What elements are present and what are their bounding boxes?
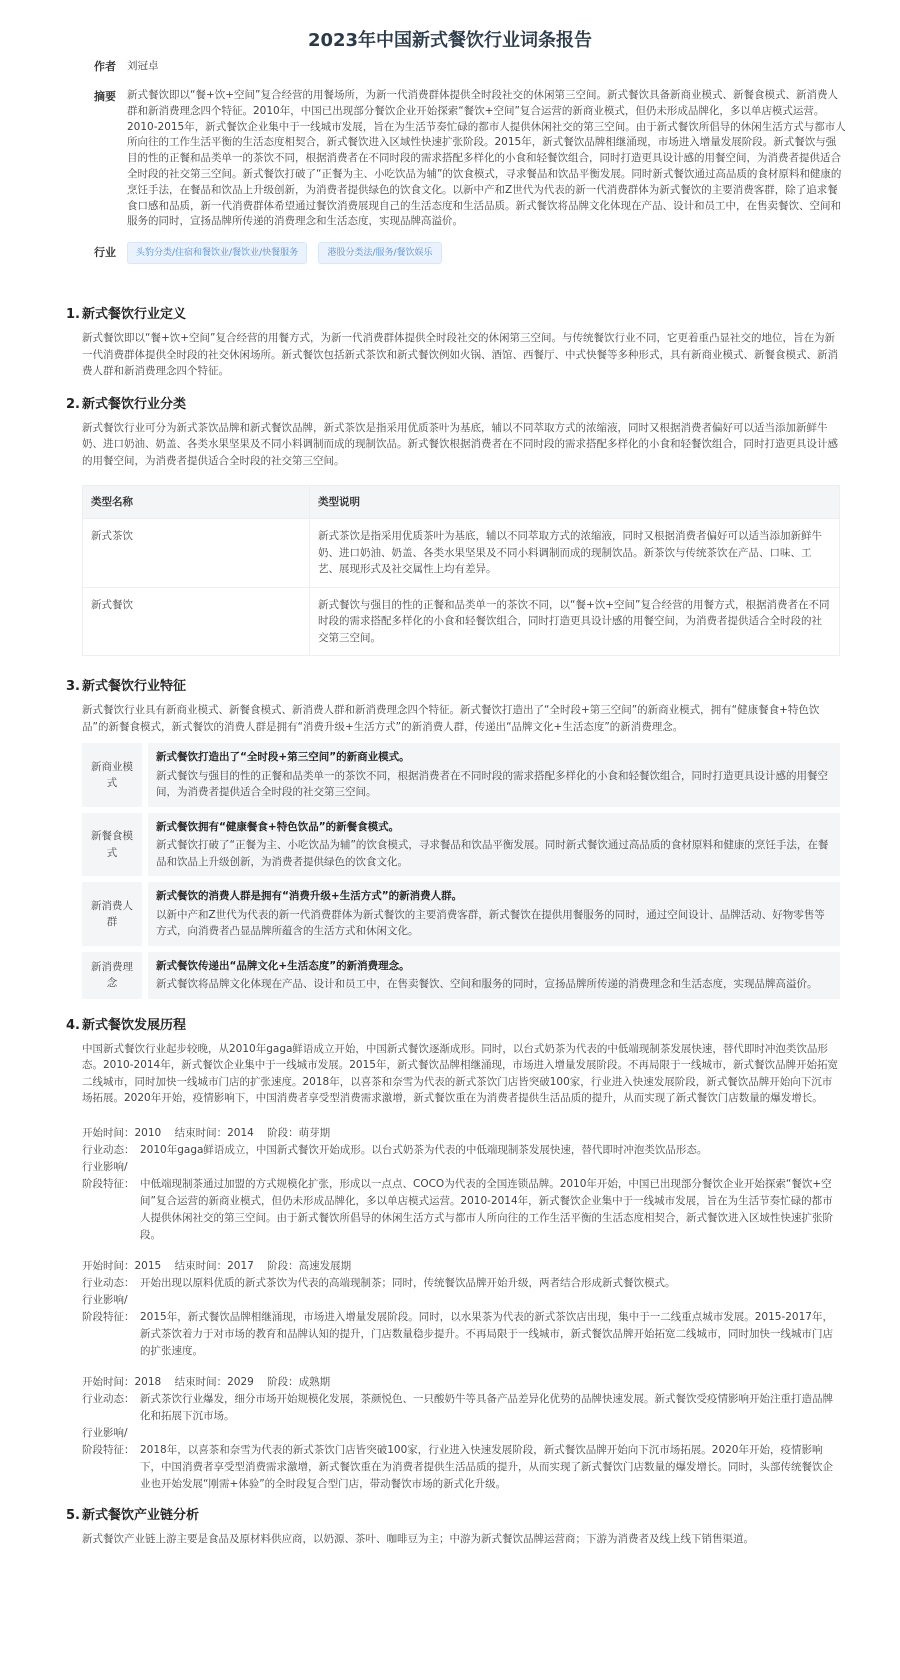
section-features: [66, 676, 840, 999]
section-body: [82, 420, 840, 657]
dynamic-text: 2010年gaga鲜语成立，中国新式餐饮开始成形。以台式奶茶为代表的中低端现制茶发展快速，替代即时冲泡类饮品形态。: [140, 1143, 708, 1156]
end-year: 2029: [227, 1375, 254, 1388]
section-number: 1.: [66, 307, 80, 323]
feature-description: [148, 952, 840, 999]
section-heading: [66, 1505, 840, 1526]
stage-impact-row: [82, 1309, 840, 1360]
table-cell: 新式茶饮: [83, 519, 310, 588]
industry-row: [94, 242, 846, 264]
section-text: 中国新式餐饮行业起步较晚，从2010年gaga鲜语成立开始，中国新式餐饮逐渐成形。同时，以台式奶茶为代表的中低端现制茶发展快速，替代即时冲泡类饮品形态。2010-2014年，新式餐饮企业集中于一线城市发展。2015年，新式餐饮品牌相继涌现，市场进入增量发展阶段。不再局限于一线城市，新式餐饮品牌开始拓宽二线城市，同时加快一线城市门店的扩张速度。2018年，以喜茶和奈雪为代表的新式茶饮门店皆突破100家，行业进入快速发展阶段，新式餐饮品牌开始向下沉市场拓展。2020年开始，疫情影响下，中国消费者享受型消费需求激增，新式餐饮重在为消费者提供生活品质的提升，从而实现了新式餐饮门店数量的爆发增长。: [82, 1042, 838, 1105]
section-title: 新式餐饮行业分类: [82, 396, 187, 412]
stage-dynamic-row: [82, 1142, 840, 1159]
end-label: 结束时间：: [174, 1375, 228, 1388]
phase-name: 成熟期: [298, 1375, 331, 1388]
section-text: 新式餐饮行业可分为新式茶饮品牌和新式餐饮品牌，新式茶饮是指采用优质茶叶为基底，辅以不同萃取方式的浓缩液，同时又根据消费者偏好可以适当添加新鲜牛奶、进口奶油、奶盖、各类水果坚果及不同小料调制而成的现制饮品。新式餐饮根据消费者在不同时段的需求搭配多样化的小食和轻餐饮组合，同时打造更具设计感的用餐空间，为消费者提供适合全时段的社交第三空间。: [82, 421, 838, 467]
section-heading: [66, 304, 840, 325]
types-table: [82, 485, 840, 656]
table-cell: 新式餐饮与强目的性的正餐和品类单一的茶饮不同，以“餐+饮+空间”复合经营的用餐方式，根据消费者在不同时段的需求搭配多样化的小食和轻餐饮组合，同时打造更具设计感的用餐空间，为消费者提供适合全时段的社交第三空间。: [310, 587, 840, 656]
section-title: 新式餐饮行业特征: [82, 679, 187, 695]
feature-item: [82, 952, 840, 999]
stage-impact-row: [82, 1176, 840, 1244]
author-row: [94, 58, 846, 88]
start-label: 开始时间：: [82, 1259, 135, 1272]
stage-dynamic-row: [82, 1391, 840, 1425]
feature-name: 新餐食模式: [82, 813, 142, 877]
impact-label: 阶段特征：: [82, 1443, 135, 1456]
phase-label: 阶段：: [267, 1375, 299, 1388]
section-heading: [66, 1015, 840, 1036]
stage-dynamic-row: [82, 1275, 840, 1292]
stage-block: [82, 1258, 840, 1360]
impact-text: 2018年，以喜茶和奈雪为代表的新式茶饮门店皆突破100家，行业进入快速发展阶段，新式餐饮品牌开始向下沉市场拓展。2020年开始，疫情影响下，中国消费者享受型消费需求激增，新式餐饮重在为消费者提供生活品质的提升，从而实现了新式餐饮门店数量的爆发增长。同时，头部传统餐饮企业也开始发展“刚需+体验”的全时段复合型门店，带动餐饮市场的新式化升级。: [140, 1443, 833, 1490]
feature-item: [82, 882, 840, 946]
author-name: 刘冠卓: [127, 60, 159, 72]
table-header-row: [83, 486, 840, 519]
feature-item: [82, 743, 840, 807]
section-definition: [66, 304, 840, 380]
impact-label: 阶段特征：: [82, 1310, 135, 1323]
section-body: [82, 702, 840, 999]
stage-period: [82, 1374, 840, 1391]
stage-period: [82, 1125, 840, 1142]
start-year: 2015: [134, 1259, 162, 1272]
dynamic-label: 行业动态：: [82, 1392, 135, 1405]
phase-label: 阶段：: [267, 1259, 299, 1272]
stage-block: [82, 1125, 840, 1244]
impact-label-top: 行业影响/: [82, 1426, 128, 1439]
section-text: 新式餐饮即以“餐+饮+空间”复合经营的用餐方式，为新一代消费群体提供全时段社交的休闲第三空间。与传统餐饮行业不同，它更着重凸显社交的地位，旨在为新一代消费群体提供全时段的社交休闲场所。新式餐饮包括新式茶饮和新式餐饮例如火锅、酒馆、西餐厅、中式快餐等多种形式，具有新商业模式、新餐食模式、新消费人群和新消费理念四个特征。: [82, 332, 838, 378]
stage-block: [82, 1374, 840, 1493]
dynamic-label: 行业动态：: [82, 1143, 135, 1156]
table-row: [83, 587, 840, 656]
start-year: 2018: [134, 1375, 162, 1388]
section-title: 新式餐饮发展历程: [82, 1017, 187, 1033]
stage-period: [82, 1258, 840, 1275]
impact-label-top: 行业影响/: [82, 1160, 128, 1173]
table-row: [83, 519, 840, 588]
industry-tag[interactable]: 港股分类法/服务/餐饮娱乐: [318, 242, 441, 264]
section-title: 新式餐饮产业链分析: [82, 1507, 200, 1523]
impact-text: 中低端现制茶通过加盟的方式规模化扩张，形成以一点点、COCO为代表的全国连锁品牌。2010年开始，中国已出现部分餐饮企业开始探索“餐饮+空间”复合运营的新商业模式，但仍未形成品牌化，多以单店模式运营。2010-2014年，新式餐饮企业集中于一线城市发展，旨在为生活节奏忙碌的都市人提供休闲社交的第三空间。由于新式餐饮所倡导的休闲生活方式与都市人所向往的工作生活平衡的生活态度相契合，新式餐饮进入区域性快速扩张阶段。: [140, 1177, 833, 1241]
dynamic-text: 开始出现以原料优质的新式茶饮为代表的高端现制茶；同时，传统餐饮品牌开始升级，两者结合形成新式餐饮模式。: [140, 1276, 676, 1289]
impact-text: 2015年，新式餐饮品牌相继涌现，市场进入增量发展阶段。同时，以水果茶为代表的新式茶饮店出现，集中于一二线重点城市发展。2015-2017年，新式茶饮着力于对市场的教育和品牌认知的提升，门店数量稳步提升。不再局限于一线城市，新式餐饮品牌开始拓宽二线城市，同时加快一线城市门店的扩张速度。: [140, 1310, 833, 1357]
industry-label: 行业: [94, 246, 116, 260]
abstract-text: 新式餐饮即以“餐+饮+空间”复合经营的用餐场所，为新一代消费群体提供全时段社交的休闲第三空间。新式餐饮具备新商业模式、新餐食模式、新消费人群和新消费理念四个特征。2010年，中国已出现部分餐饮企业开始探索“餐饮+空间”复合运营的新商业模式，但仍未形成品牌化，多以单店模式运营。2010-2015年，新式餐饮企业集中于一线城市发展，旨在为生活节奏忙碌的都市人提供休闲社交的第三空间。由于新式餐饮所倡导的休闲生活方式与都市人所向往的工作生活平衡的生活态度相契合，新式餐饮进入区域性快速扩张阶段。2015年，新式餐饮品牌相继涌现，市场进入增量发展阶段。新式餐饮与强目的性的正餐和品类单一的茶饮不同，根据消费者在不同时段的需求搭配多样化的小食和轻餐饮组合，同时打造更具设计感的用餐空间，为消费者提供适合全时段的社交第三空间。新式餐饮打破了“正餐为主、小吃饮品为辅”的饮食模式，寻求餐品和饮品平衡发展。同时新式餐饮通过高品质的食材原料和健康的烹饪手法，在餐品和饮品上升级创新，为消费者提供绿色的饮食文化。以新中产和Z世代为代表的新一代消费群体为新式餐饮的主要消费客群，除了追求餐食口感和品质，新一代消费群体希望通过餐饮消费展现自己的生活态度和生活品质。新式餐饮将品牌文化体现在产品、设计和员工中，在售卖餐饮、空间和服务的同时，宣扬品牌所传递的消费理念和生活态度，实现品牌高溢价。: [127, 89, 846, 228]
phase-name: 萌芽期: [298, 1126, 331, 1139]
industry-tags: [127, 242, 846, 264]
impact-label-top: 行业影响/: [82, 1293, 128, 1306]
section-industry-chain: [66, 1505, 840, 1548]
feature-item: [82, 813, 840, 877]
end-year: 2014: [227, 1126, 254, 1139]
feature-text: 以新中产和Z世代为代表的新一代消费群体为新式餐饮的主要消费客群，新式餐饮在提供用餐服务的同时，通过空间设计、品牌活动、好物零售等方式，向消费者凸显品牌所蕴含的生活方式和休闲文化。: [156, 908, 825, 938]
feature-headline: 新式餐饮拥有“健康餐食+特色饮品”的新餐食模式。: [156, 820, 400, 833]
dynamic-text: 新式茶饮行业爆发，细分市场开始规模化发展，茶颜悦色、一只酸奶牛等具备产品差异化优势的品牌快速发展。新式餐饮受疫情影响开始注重打造品牌化和拓展下沉市场。: [140, 1392, 833, 1422]
section-number: 5.: [66, 1507, 80, 1523]
table-cell: 新式餐饮: [83, 587, 310, 656]
feature-text: 新式餐饮将品牌文化体现在产品、设计和员工中，在售卖餐饮、空间和服务的同时，宣扬品牌所传递的消费理念和生活态度，实现品牌高溢价。: [156, 978, 818, 991]
start-label: 开始时间：: [82, 1375, 135, 1388]
section-number: 3.: [66, 679, 80, 695]
feature-list: [82, 743, 840, 999]
section-heading: [66, 676, 840, 697]
table-header: 类型说明: [310, 486, 840, 519]
end-label: 结束时间：: [174, 1126, 228, 1139]
feature-headline: 新式餐饮的消费人群是拥有“消费升级+生活方式”的新消费人群。: [156, 890, 463, 903]
author-label: 作者: [94, 60, 116, 73]
section-number: 4.: [66, 1017, 80, 1033]
start-year: 2010: [134, 1126, 162, 1139]
end-label: 结束时间：: [174, 1259, 228, 1272]
phase-label: 阶段：: [267, 1126, 299, 1139]
feature-text: 新式餐饮与强目的性的正餐和品类单一的茶饮不同，根据消费者在不同时段的需求搭配多样化的小食和轻餐饮组合，同时打造更具设计感的用餐空间，为消费者提供适合全时段的社交第三空间。: [156, 769, 828, 799]
abstract-label: 摘要: [94, 90, 116, 103]
section-heading: [66, 394, 840, 415]
section-text: 新式餐饮产业链上游主要是食品及原材料供应商，以奶源、茶叶、咖啡豆为主；中游为新式餐饮品牌运营商；下游为消费者及线上线下销售渠道。: [82, 1532, 754, 1545]
abstract-row: [94, 88, 846, 230]
feature-name: 新消费理念: [82, 952, 142, 999]
feature-name: 新消费人群: [82, 882, 142, 946]
industry-tag[interactable]: 头豹分类/住宿和餐饮业/餐饮业/快餐服务: [127, 242, 307, 264]
end-year: 2017: [227, 1259, 254, 1272]
section-title: 新式餐饮行业定义: [82, 307, 187, 323]
phase-name: 高速发展期: [298, 1259, 352, 1272]
dynamic-label: 行业动态：: [82, 1276, 135, 1289]
impact-label: 阶段特征：: [82, 1177, 135, 1190]
report-title: 2023年中国新式餐饮行业词条报告: [307, 30, 593, 51]
feature-name: 新商业模式: [82, 743, 142, 807]
feature-headline: 新式餐饮传递出“品牌文化+生活态度”的新消费理念。: [156, 959, 410, 972]
feature-text: 新式餐饮打破了“正餐为主、小吃饮品为辅”的饮食模式，寻求餐品和饮品平衡发展。同时新式餐饮通过高品质的食材原料和健康的烹饪手法，在餐品和饮品上升级创新，为消费者提供绿色的饮食文化。: [156, 839, 829, 868]
feature-headline: 新式餐饮打造出了“全时段+第三空间”的新商业模式。: [156, 751, 410, 764]
feature-description: [148, 743, 840, 807]
section-body: [82, 1041, 840, 1493]
feature-description: [148, 882, 840, 946]
section-number: 2.: [66, 396, 80, 412]
section-history: [66, 1015, 840, 1493]
table-cell: 新式茶饮是指采用优质茶叶为基底，辅以不同萃取方式的浓缩液，同时又根据消费者偏好可以适当添加新鲜牛奶、进口奶油、奶盖、各类水果坚果及不同小料调制而成的现制饮品。新茶饮与传统茶饮在产品、口味、工艺、展现形式及社交属性上均有差异。: [310, 519, 840, 588]
start-label: 开始时间：: [82, 1126, 135, 1139]
feature-description: [148, 813, 840, 877]
section-classification: [66, 394, 840, 657]
stage-impact-row: [82, 1442, 840, 1493]
section-text: 新式餐饮行业具有新商业模式、新餐食模式、新消费人群和新消费理念四个特征。新式餐饮打造出了“全时段+第三空间”的新商业模式，拥有“健康餐食+特色饮品”的新餐食模式，新式餐饮的消费人群是拥有“消费升级+生活方式”的新消费人群，传递出“品牌文化+生活态度”的新消费理念。: [82, 704, 820, 733]
table-header: 类型名称: [83, 486, 310, 519]
